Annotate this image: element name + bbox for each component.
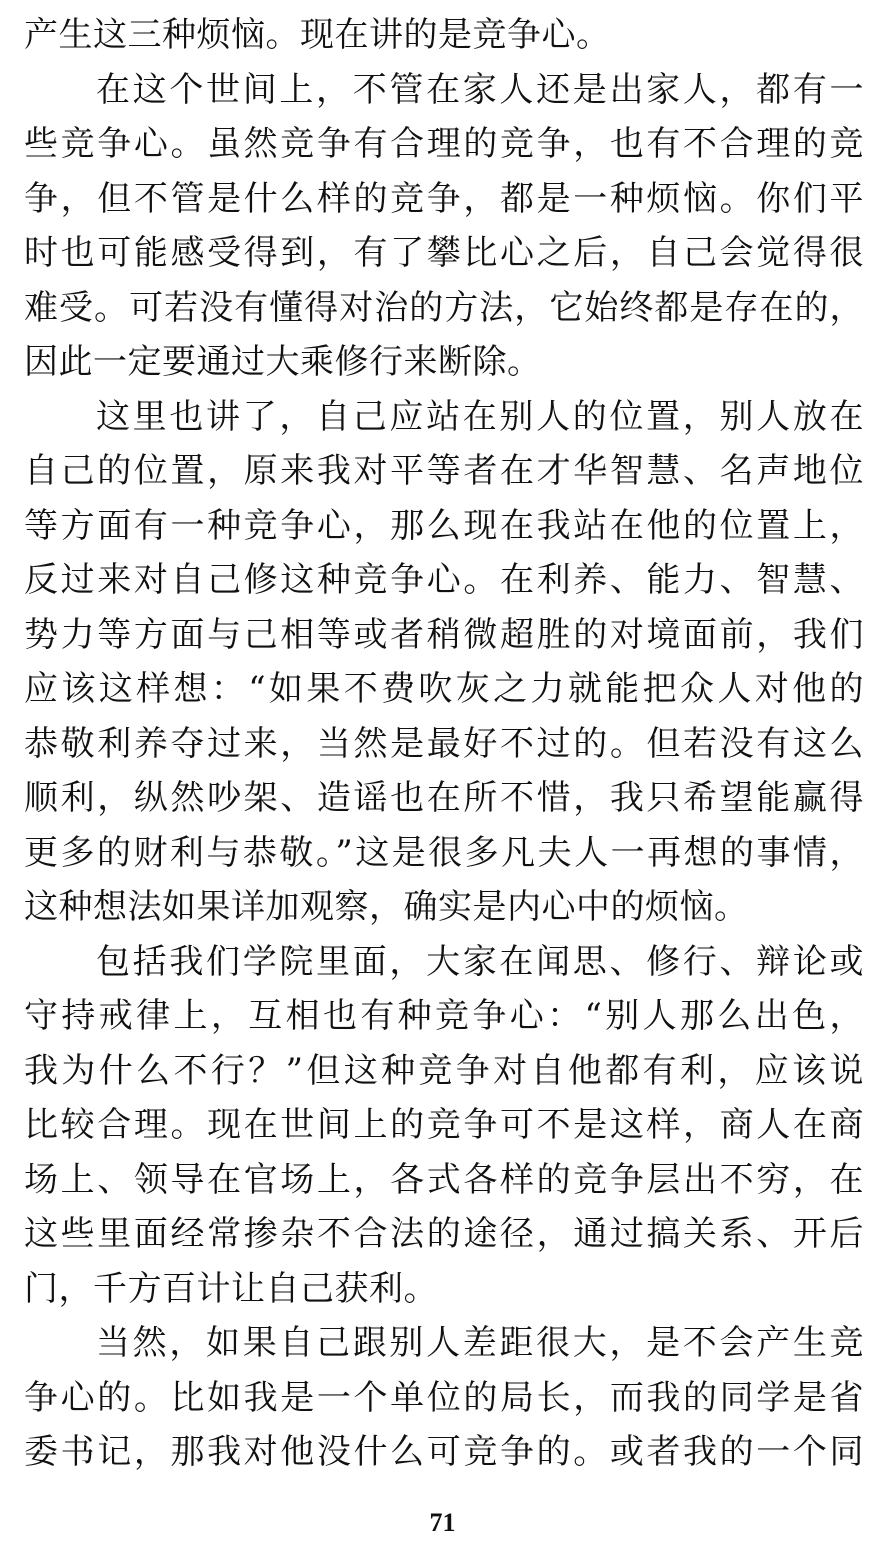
text-line-8: 这里也讲了，自己应站在别人的位置，别人放在 (96, 396, 864, 437)
text-body (24, 8, 864, 1480)
page-number: 71 (429, 1508, 456, 1537)
text-line-21: 比较合理。现在世间上的竞争可不是这样，商人在商 (24, 1105, 864, 1145)
text-line-19: 守持戒律上，互相也有种竞争心：“别人那么出色， (24, 996, 864, 1036)
text-line-15: 顺利，纵然吵架、造谣也在所不惜，我只希望能赢得 (24, 778, 864, 818)
text-line-10: 等方面有一种竞争心，那么现在我站在他的位置上， (24, 505, 864, 546)
text-line-2: 在这个世间上，不管在家人还是出家人，都有一 (96, 69, 864, 110)
text-line-11: 反过来对自己修这种竞争心。在利养、能力、智慧、 (24, 560, 864, 600)
text-line-26: 争心的。比如我是一个单位的局长，而我的同学是省 (24, 1377, 864, 1418)
text-line-4: 争，但不管是什么样的竞争，都是一种烦恼。你们平 (24, 178, 864, 219)
text-line-27: 委书记，那我对他没什么可竞争的。或者我的一个同 (24, 1432, 864, 1472)
text-line-7: 因此一定要通过大乘修行来断除。 (24, 342, 542, 382)
text-line-6: 难受。可若没有懂得对治的方法，它始终都是存在的， (24, 287, 864, 328)
text-line-12: 势力等方面与己相等或者稍微超胜的对境面前，我们 (24, 614, 864, 655)
text-line-3: 些竞争心。虽然竞争有合理的竞争，也有不合理的竞 (24, 124, 864, 164)
text-line-17: 这种想法如果详加观察，确实是内心中的烦恼。 (24, 887, 749, 927)
text-line-18: 包括我们学院里面，大家在闻思、修行、辩论或 (96, 941, 864, 982)
text-line-24: 门，千方百计让自己获利。 (24, 1268, 438, 1309)
text-line-16: 更多的财利与恭敬。”这是很多凡夫人一再想的事情， (24, 832, 864, 873)
text-line-14: 恭敬利养夺过来，当然是最好不过的。但若没有这么 (24, 723, 864, 764)
text-line-1: 产生这三种烦恼。现在讲的是竞争心。 (24, 15, 611, 55)
text-line-25: 当然，如果自己跟别人差距很大，是不会产生竞 (96, 1323, 864, 1363)
text-line-13: 应该这样想：“如果不费吹灰之力就能把众人对他的 (24, 669, 864, 709)
text-line-20: 我为什么不行？”但这种竞争对自他都有利，应该说 (24, 1050, 864, 1091)
text-line-22: 场上、领导在官场上，各式各样的竞争层出不穷，在 (24, 1159, 864, 1200)
text-line-9: 自己的位置，原来我对平等者在才华智慧、名声地位 (24, 451, 864, 491)
text-line-5: 时也可能感受得到，有了攀比心之后，自己会觉得很 (24, 233, 864, 273)
text-line-23: 这些里面经常掺杂不合法的途径，通过搞关系、开后 (24, 1214, 864, 1254)
